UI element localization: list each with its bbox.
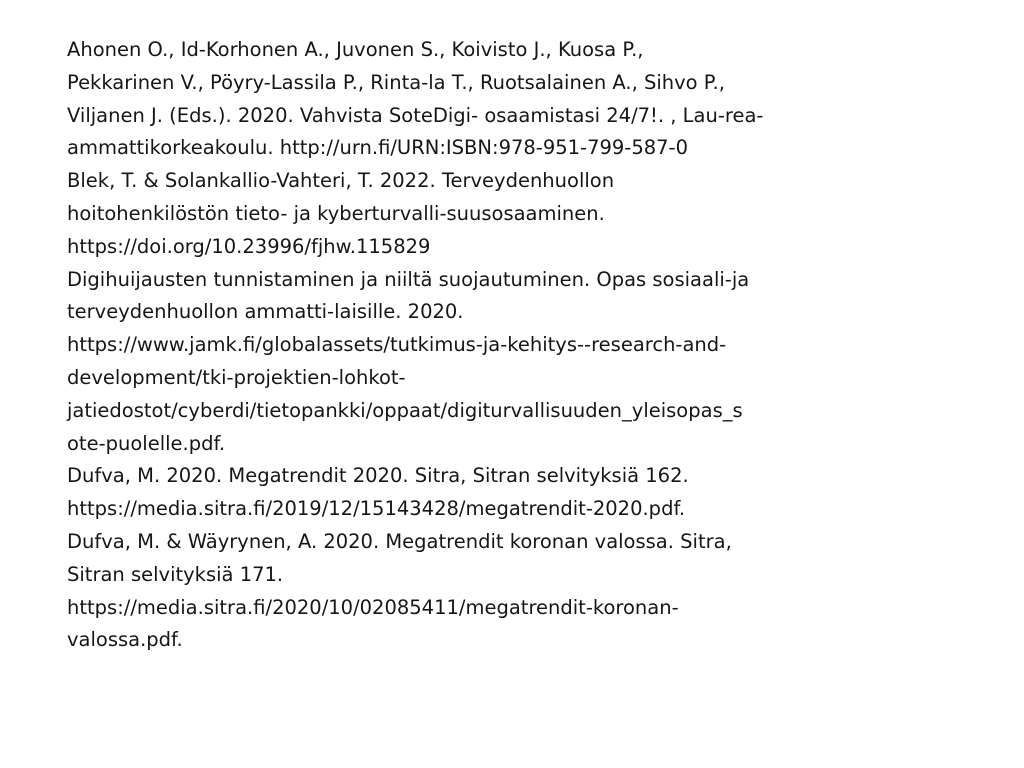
- reference-line: Dufva, M. & Wäyrynen, A. 2020. Megatrendit koronan valossa. Sitra,: [67, 529, 732, 553]
- reference-line: Pekkarinen V., Pöyry-Lassila P., Rinta-la T., Ruotsalainen A., Sihvo P.,: [67, 70, 725, 94]
- reference-line: Digihuijausten tunnistaminen ja niiltä suojautuminen. Opas sosiaali-ja: [67, 267, 750, 291]
- reference-line: ote-puolelle.pdf.: [67, 431, 226, 455]
- reference-line: valossa.pdf.: [67, 628, 183, 652]
- reference-line: https://doi.org/10.23996/fjhw.115829: [67, 234, 431, 258]
- reference-line: jatiedostot/cyberdi/tietopankki/oppaat/digiturvallisuuden_yleisopas_s: [67, 398, 743, 422]
- reference-line: https://media.sitra.fi/2020/10/02085411/megatrendit-koronan-: [67, 595, 679, 619]
- reference-line: Ahonen O., Id-Korhonen A., Juvonen S., Koivisto J., Kuosa P.,: [67, 38, 644, 61]
- reference-line: https://media.sitra.fi/2019/12/15143428/megatrendit-2020.pdf.: [67, 497, 686, 521]
- reference-line: terveydenhuollon ammatti-laisille. 2020.: [67, 300, 464, 324]
- reference-line: https://www.jamk.fi/globalassets/tutkimus-ja-kehitys--research-and-: [67, 333, 727, 357]
- reference-line: development/tki-projektien-lohkot-: [67, 365, 406, 389]
- reference-line: ammattikorkeakoulu. http://urn.fi/URN:ISBN:978-951-799-587-0: [67, 136, 689, 160]
- reference-line: Viljanen J. (Eds.). 2020. Vahvista SoteDigi- osaamistasi 24/7!. , Lau-rea-: [67, 103, 764, 127]
- reference-dufva-2020a: [67, 460, 1024, 526]
- reference-line: hoitohenkilöstön tieto- ja kyberturvalli-suusosaaminen.: [67, 201, 605, 225]
- reference-ahonen-2020: [67, 34, 1024, 165]
- reference-line: Sitran selvityksiä 171.: [67, 562, 284, 586]
- reference-dufva-2020b: [67, 526, 1024, 657]
- reference-line: Dufva, M. 2020. Megatrendit 2020. Sitra, Sitran selvityksiä 162.: [67, 464, 689, 488]
- reference-blek-2022: [67, 165, 1024, 263]
- reference-line: Blek, T. & Solankallio-Vahteri, T. 2022. Terveydenhuollon: [67, 169, 615, 193]
- reference-digihuijausten-2020: [67, 264, 1024, 461]
